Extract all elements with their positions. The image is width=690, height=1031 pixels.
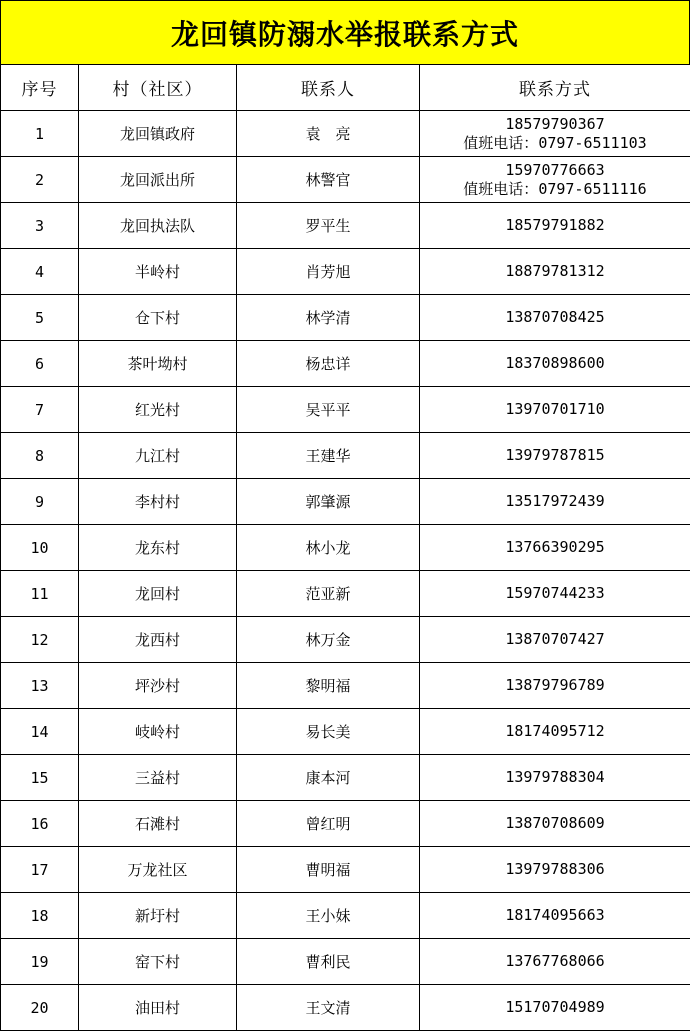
contact-info <box>420 985 690 1031</box>
phone-number: 13979788306 <box>505 860 605 878</box>
contact-info <box>420 893 690 939</box>
row-number: 7 <box>1 387 79 433</box>
village-name: 窑下村 <box>79 939 237 985</box>
table-row <box>1 617 690 663</box>
phone-number: 13870708609 <box>505 814 605 832</box>
row-number: 18 <box>1 893 79 939</box>
page-title: 龙回镇防溺水举报联系方式 <box>0 0 690 65</box>
contact-person: 肖芳旭 <box>237 249 420 295</box>
phone-number: 15970776663 <box>505 160 605 179</box>
row-number: 8 <box>1 433 79 479</box>
village-name: 龙回执法队 <box>79 203 237 249</box>
phone-number: 15970744233 <box>505 584 605 602</box>
village-name: 岐岭村 <box>79 709 237 755</box>
contact-person: 王文清 <box>237 985 420 1031</box>
contact-person: 曹利民 <box>237 939 420 985</box>
table-row <box>1 157 690 203</box>
village-name: 龙西村 <box>79 617 237 663</box>
contact-info <box>420 157 690 203</box>
contact-person: 罗平生 <box>237 203 420 249</box>
table-row <box>1 847 690 893</box>
duty-phone-number: 0797-6511116 <box>538 179 647 198</box>
phone-number: 13970701710 <box>505 400 605 418</box>
column-header-no: 序号 <box>1 65 79 111</box>
phone-number: 18579790367 <box>505 114 605 133</box>
table-row <box>1 295 690 341</box>
village-name: 新圩村 <box>79 893 237 939</box>
village-name: 万龙社区 <box>79 847 237 893</box>
village-name: 茶叶坳村 <box>79 341 237 387</box>
table-row <box>1 525 690 571</box>
contact-person: 杨忠详 <box>237 341 420 387</box>
table-row <box>1 709 690 755</box>
table-row <box>1 387 690 433</box>
row-number: 3 <box>1 203 79 249</box>
contact-info <box>420 709 690 755</box>
contact-person: 郭肇源 <box>237 479 420 525</box>
phone-number: 18879781312 <box>505 262 605 280</box>
contacts-table <box>0 64 690 1031</box>
contact-info <box>420 295 690 341</box>
table-row <box>1 755 690 801</box>
row-number: 16 <box>1 801 79 847</box>
duty-phone <box>420 180 690 199</box>
row-number: 20 <box>1 985 79 1031</box>
contact-person: 林警官 <box>237 157 420 203</box>
village-name: 油田村 <box>79 985 237 1031</box>
village-name: 李村村 <box>79 479 237 525</box>
duty-phone-label: 值班电话： <box>463 133 539 152</box>
row-number: 13 <box>1 663 79 709</box>
phone-number: 13979788304 <box>505 768 605 786</box>
table-row <box>1 203 690 249</box>
duty-phone-number: 0797-6511103 <box>538 133 647 152</box>
contact-person: 王小妹 <box>237 893 420 939</box>
contact-person: 林学清 <box>237 295 420 341</box>
row-number: 1 <box>1 111 79 157</box>
table-row <box>1 801 690 847</box>
table-body <box>1 111 690 1031</box>
duty-phone <box>420 134 690 153</box>
contact-person: 王建华 <box>237 433 420 479</box>
contact-info <box>420 111 690 157</box>
duty-phone-label: 值班电话： <box>463 179 539 198</box>
contact-info <box>420 939 690 985</box>
contact-info <box>420 663 690 709</box>
contact-person: 吴平平 <box>237 387 420 433</box>
column-header-person: 联系人 <box>237 65 420 111</box>
row-number: 4 <box>1 249 79 295</box>
contact-info <box>420 479 690 525</box>
table-row <box>1 571 690 617</box>
row-number: 11 <box>1 571 79 617</box>
column-header-village: 村（社区） <box>79 65 237 111</box>
table-row <box>1 663 690 709</box>
contact-info <box>420 341 690 387</box>
contact-info <box>420 847 690 893</box>
phone-number: 13766390295 <box>505 538 605 556</box>
phone-number: 13517972439 <box>505 492 605 510</box>
contact-info <box>420 571 690 617</box>
table-row <box>1 893 690 939</box>
village-name: 坪沙村 <box>79 663 237 709</box>
contact-person: 曹明福 <box>237 847 420 893</box>
contact-person: 康本河 <box>237 755 420 801</box>
contact-info <box>420 617 690 663</box>
contact-info <box>420 525 690 571</box>
village-name: 龙回派出所 <box>79 157 237 203</box>
contact-person: 袁 亮 <box>237 111 420 157</box>
phone-number: 18174095712 <box>505 722 605 740</box>
contact-person: 易长美 <box>237 709 420 755</box>
table-row <box>1 939 690 985</box>
phone-number: 13879796789 <box>505 676 605 694</box>
phone-number: 18370898600 <box>505 354 605 372</box>
village-name: 仓下村 <box>79 295 237 341</box>
table-header-row <box>1 65 690 111</box>
village-name: 半岭村 <box>79 249 237 295</box>
phone-number: 18579791882 <box>505 216 605 234</box>
table-row <box>1 985 690 1031</box>
row-number: 2 <box>1 157 79 203</box>
contact-person: 曾红明 <box>237 801 420 847</box>
village-name: 龙东村 <box>79 525 237 571</box>
contact-person: 范亚新 <box>237 571 420 617</box>
contact-info <box>420 387 690 433</box>
contact-info <box>420 203 690 249</box>
contact-info <box>420 755 690 801</box>
phone-number: 13870708425 <box>505 308 605 326</box>
row-number: 15 <box>1 755 79 801</box>
table-row <box>1 341 690 387</box>
village-name: 石滩村 <box>79 801 237 847</box>
column-header-phone: 联系方式 <box>420 65 690 111</box>
village-name: 龙回村 <box>79 571 237 617</box>
phone-number: 13870707427 <box>505 630 605 648</box>
contact-info <box>420 433 690 479</box>
village-name: 红光村 <box>79 387 237 433</box>
phone-number: 18174095663 <box>505 906 605 924</box>
phone-number: 13767768066 <box>505 952 605 970</box>
table-row <box>1 111 690 157</box>
contact-info <box>420 249 690 295</box>
row-number: 9 <box>1 479 79 525</box>
village-name: 龙回镇政府 <box>79 111 237 157</box>
row-number: 6 <box>1 341 79 387</box>
phone-number: 15170704989 <box>505 998 605 1016</box>
row-number: 17 <box>1 847 79 893</box>
village-name: 九江村 <box>79 433 237 479</box>
row-number: 19 <box>1 939 79 985</box>
contact-info <box>420 801 690 847</box>
row-number: 14 <box>1 709 79 755</box>
contact-person: 林小龙 <box>237 525 420 571</box>
phone-number: 13979787815 <box>505 446 605 464</box>
contact-person: 黎明福 <box>237 663 420 709</box>
row-number: 12 <box>1 617 79 663</box>
table-row <box>1 479 690 525</box>
row-number: 5 <box>1 295 79 341</box>
contact-person: 林万金 <box>237 617 420 663</box>
table-row <box>1 433 690 479</box>
table-row <box>1 249 690 295</box>
row-number: 10 <box>1 525 79 571</box>
village-name: 三益村 <box>79 755 237 801</box>
